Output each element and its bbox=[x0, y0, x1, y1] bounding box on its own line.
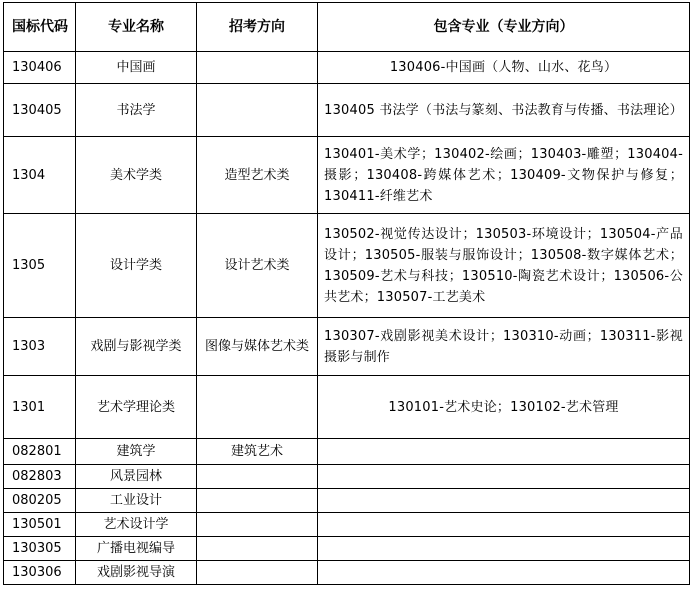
header-direction: 招考方向 bbox=[197, 3, 318, 52]
cell-code: 082803 bbox=[4, 465, 76, 489]
cell-name: 艺术设计学 bbox=[76, 513, 197, 537]
table-row bbox=[4, 537, 690, 561]
cell-code: 1305 bbox=[4, 214, 76, 318]
cell-includes bbox=[318, 513, 690, 537]
cell-direction: 设计艺术类 bbox=[197, 214, 318, 318]
cell-code: 1301 bbox=[4, 376, 76, 439]
table-row bbox=[4, 137, 690, 214]
cell-name: 戏剧与影视学类 bbox=[76, 318, 197, 376]
table-row bbox=[4, 465, 690, 489]
cell-name: 设计学类 bbox=[76, 214, 197, 318]
cell-code: 130306 bbox=[4, 561, 76, 585]
cell-code: 1303 bbox=[4, 318, 76, 376]
cell-code: 082801 bbox=[4, 439, 76, 465]
cell-name: 广播电视编导 bbox=[76, 537, 197, 561]
header-code: 国标代码 bbox=[4, 3, 76, 52]
cell-direction: 建筑艺术 bbox=[197, 439, 318, 465]
header-includes: 包含专业（专业方向） bbox=[318, 3, 690, 52]
major-table bbox=[3, 2, 690, 585]
cell-includes: 130502-视觉传达设计；130503-环境设计；130504-产品设计；130505-服装与服饰设计；130508-数字媒体艺术；130509-艺术与科技；130510-陶瓷艺术设计；130506-公共艺术；130507-工艺美术 bbox=[318, 214, 690, 318]
cell-direction: 图像与媒体艺术类 bbox=[197, 318, 318, 376]
cell-includes: 130405 书法学（书法与篆刻、书法教育与传播、书法理论） bbox=[318, 84, 690, 137]
cell-name: 中国画 bbox=[76, 52, 197, 84]
cell-code: 1304 bbox=[4, 137, 76, 214]
cell-code: 130405 bbox=[4, 84, 76, 137]
cell-code: 080205 bbox=[4, 489, 76, 513]
cell-direction bbox=[197, 84, 318, 137]
cell-name: 风景园林 bbox=[76, 465, 197, 489]
cell-includes: 130401-美术学；130402-绘画；130403-雕塑；130404-摄影；130408-跨媒体艺术；130409-文物保护与修复；130411-纤维艺术 bbox=[318, 137, 690, 214]
table-row bbox=[4, 84, 690, 137]
cell-includes bbox=[318, 561, 690, 585]
cell-name: 艺术学理论类 bbox=[76, 376, 197, 439]
cell-code: 130501 bbox=[4, 513, 76, 537]
table-row bbox=[4, 214, 690, 318]
cell-name: 工业设计 bbox=[76, 489, 197, 513]
cell-code: 130305 bbox=[4, 537, 76, 561]
cell-code: 130406 bbox=[4, 52, 76, 84]
table-row bbox=[4, 318, 690, 376]
cell-direction bbox=[197, 513, 318, 537]
table-row bbox=[4, 52, 690, 84]
header-row bbox=[4, 3, 690, 52]
cell-name: 戏剧影视导演 bbox=[76, 561, 197, 585]
cell-direction bbox=[197, 376, 318, 439]
cell-direction: 造型艺术类 bbox=[197, 137, 318, 214]
cell-direction bbox=[197, 52, 318, 84]
table-row bbox=[4, 439, 690, 465]
cell-direction bbox=[197, 537, 318, 561]
cell-includes bbox=[318, 537, 690, 561]
cell-name: 书法学 bbox=[76, 84, 197, 137]
cell-includes: 130307-戏剧影视美术设计；130310-动画；130311-影视摄影与制作 bbox=[318, 318, 690, 376]
cell-includes bbox=[318, 489, 690, 513]
cell-includes bbox=[318, 439, 690, 465]
cell-includes: 130406-中国画（人物、山水、花鸟） bbox=[318, 52, 690, 84]
cell-direction bbox=[197, 561, 318, 585]
table-row bbox=[4, 513, 690, 537]
cell-includes bbox=[318, 465, 690, 489]
table-row bbox=[4, 376, 690, 439]
cell-includes: 130101-艺术史论；130102-艺术管理 bbox=[318, 376, 690, 439]
cell-direction bbox=[197, 489, 318, 513]
table-row bbox=[4, 489, 690, 513]
cell-name: 美术学类 bbox=[76, 137, 197, 214]
header-name: 专业名称 bbox=[76, 3, 197, 52]
table-row bbox=[4, 561, 690, 585]
cell-name: 建筑学 bbox=[76, 439, 197, 465]
cell-direction bbox=[197, 465, 318, 489]
